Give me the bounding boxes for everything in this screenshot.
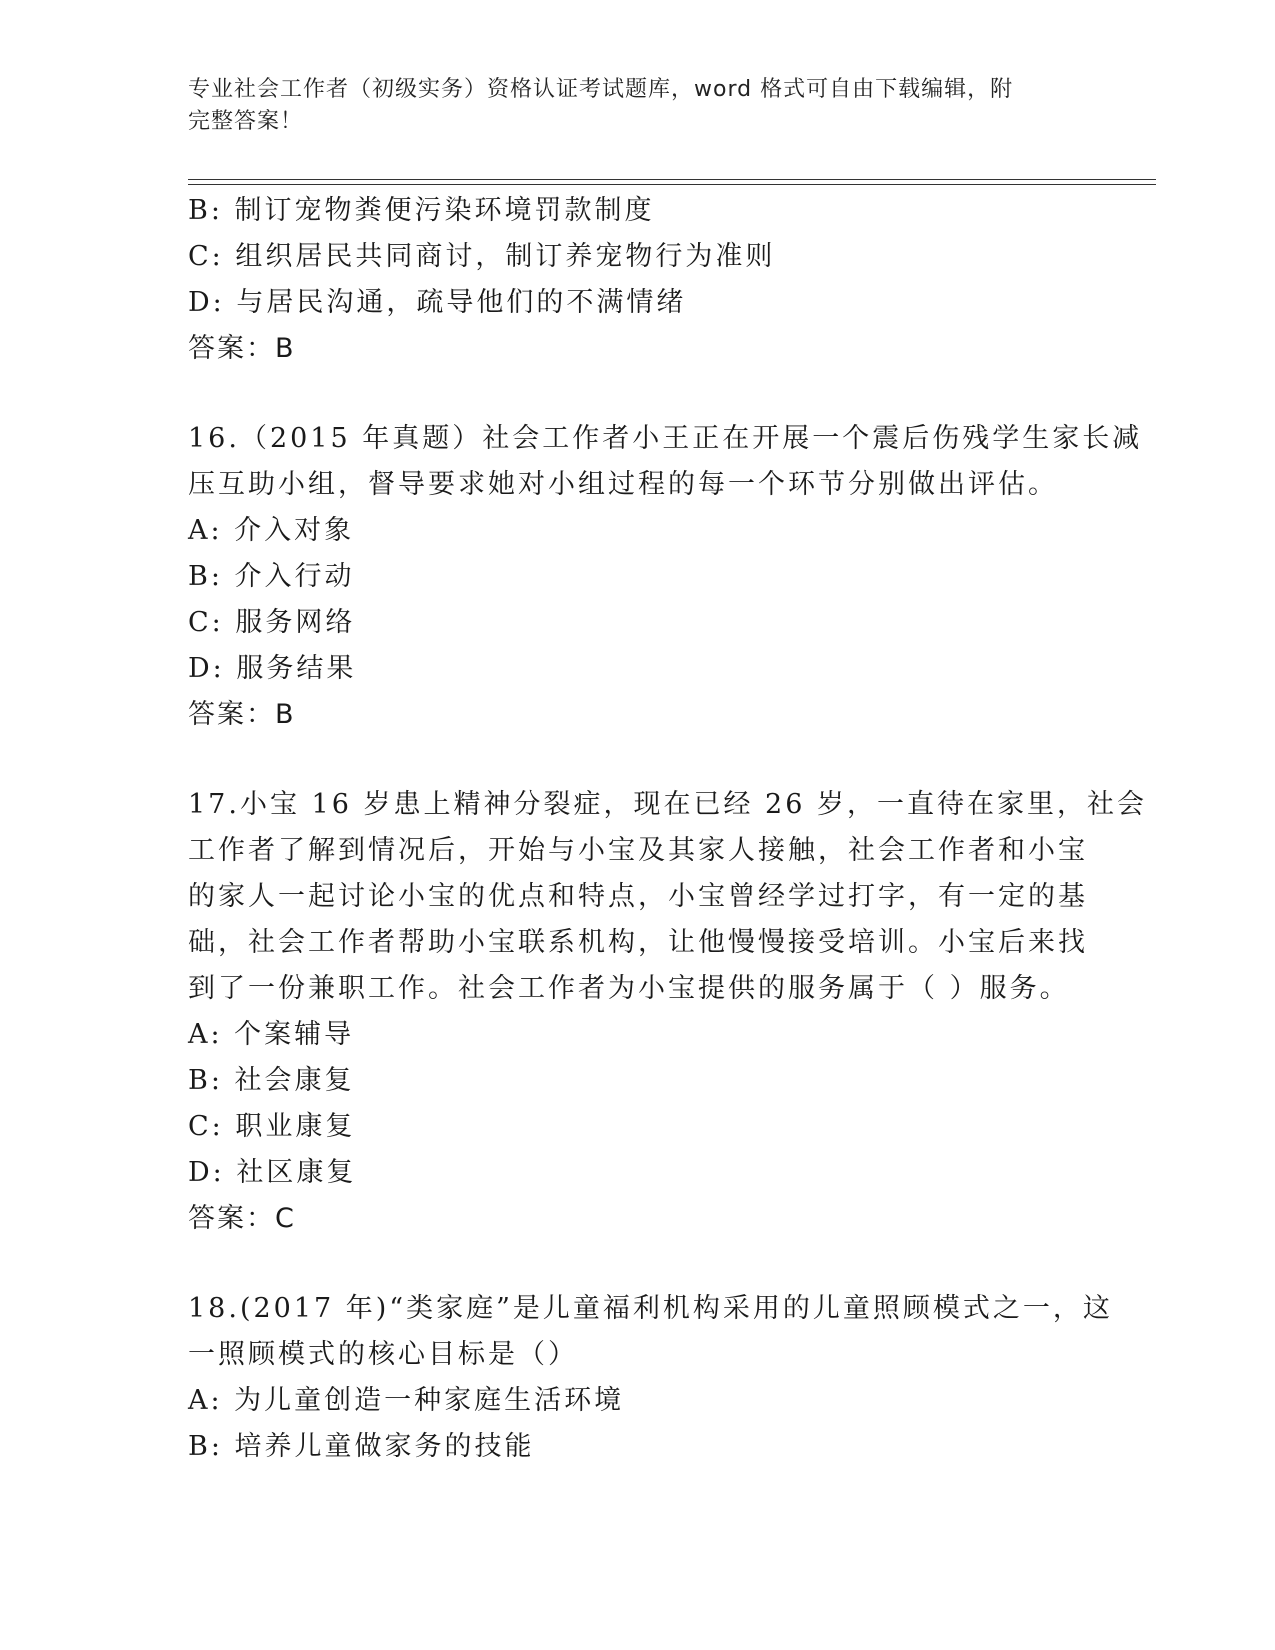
option-c: C: 组织居民共同商讨，制订养宠物行为准则 bbox=[188, 241, 776, 272]
question-stem-line: 压互助小组，督导要求她对小组过程的每一个环节分别做出评估。 bbox=[188, 469, 1058, 500]
option-b: B: 社会康复 bbox=[188, 1065, 355, 1096]
option-b: B: 介入行动 bbox=[188, 561, 355, 592]
option-d: D: 社区康复 bbox=[188, 1157, 357, 1188]
answer: 答案：B bbox=[188, 699, 296, 730]
question-15 bbox=[188, 188, 1088, 372]
option-b: B: 制订宠物粪便污染环境罚款制度 bbox=[188, 195, 655, 226]
option-c: C: 职业康复 bbox=[188, 1111, 356, 1142]
option-c: C: 服务网络 bbox=[188, 607, 356, 638]
option-d: D: 与居民沟通，疏导他们的不满情绪 bbox=[188, 287, 687, 318]
question-stem-line: 一照顾模式的核心目标是（） bbox=[188, 1339, 578, 1370]
answer: 答案：B bbox=[188, 333, 296, 364]
header-line-2: 完整答案！ bbox=[188, 109, 304, 134]
answer: 答案：C bbox=[188, 1203, 296, 1234]
question-stem-line: 工作者了解到情况后，开始与小宝及其家人接触，社会工作者和小宝 bbox=[188, 835, 1088, 866]
question-stem-line: 础，社会工作者帮助小宝联系机构，让他慢慢接受培训。小宝后来找 bbox=[188, 927, 1088, 958]
question-stem-line: 17.小宝 16 岁患上精神分裂症，现在已经 26 岁，一直待在家里，社会 bbox=[188, 789, 1147, 820]
option-a: A: 介入对象 bbox=[188, 515, 355, 546]
question-stem-line: 16.（2015 年真题）社会工作者小王正在开展一个震后伤残学生家长减 bbox=[188, 423, 1143, 454]
option-b: B: 培养儿童做家务的技能 bbox=[188, 1431, 535, 1462]
question-stem-line: 的家人一起讨论小宝的优点和特点，小宝曾经学过打字，有一定的基 bbox=[188, 881, 1088, 912]
question-stem-line: 18.(2017 年)“类家庭”是儿童福利机构采用的儿童照顾模式之一，这 bbox=[188, 1293, 1113, 1324]
option-a: A: 为儿童创造一种家庭生活环境 bbox=[188, 1385, 625, 1416]
question-stem-line: 到了一份兼职工作。社会工作者为小宝提供的服务属于（ ）服务。 bbox=[188, 973, 1070, 1004]
option-d: D: 服务结果 bbox=[188, 653, 357, 684]
header-divider-top bbox=[188, 179, 1156, 180]
question-18 bbox=[188, 1286, 1113, 1470]
question-17 bbox=[188, 782, 1147, 1242]
header-divider-bottom bbox=[188, 184, 1156, 185]
question-list bbox=[188, 188, 1147, 1470]
question-16 bbox=[188, 416, 1143, 738]
header-line-1: 专业社会工作者（初级实务）资格认证考试题库，word 格式可自由下载编辑，附 bbox=[188, 77, 1014, 102]
option-a: A: 个案辅导 bbox=[188, 1019, 355, 1050]
page-header bbox=[188, 74, 1088, 138]
